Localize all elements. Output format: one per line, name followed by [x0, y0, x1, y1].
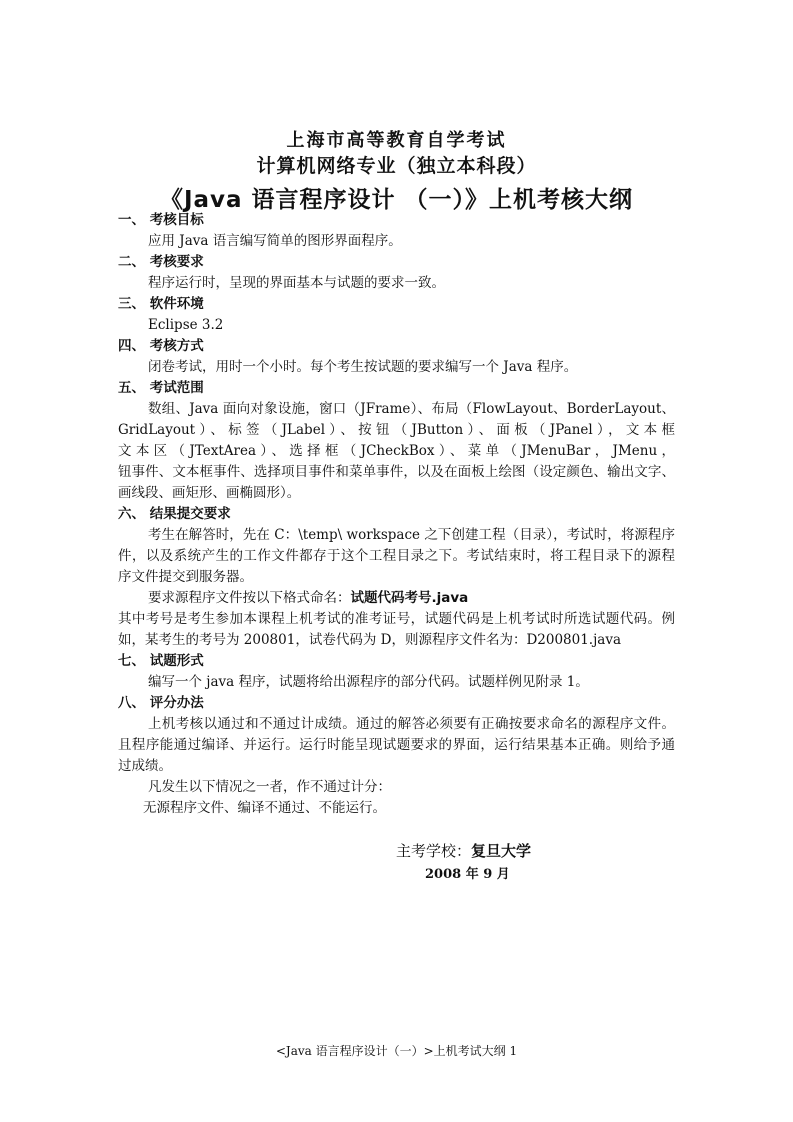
text-line	[118, 630, 675, 651]
text-line	[118, 546, 675, 567]
emphasized-text: 试题代码考号.java	[350, 590, 469, 606]
line-text: 无源程序文件、编译不通过、不能运行。	[143, 800, 386, 816]
text-line	[118, 525, 675, 546]
text-line	[118, 483, 675, 504]
line-text: 程序运行时，呈现的界面基本与试题的要求一致。	[148, 275, 445, 291]
paragraph	[118, 357, 675, 378]
text-line	[118, 714, 675, 735]
school-name: 复旦大学	[471, 842, 532, 860]
section-heading: 二、 考核要求	[118, 254, 204, 270]
section-heading: 六、 结果提交要求	[118, 506, 231, 522]
section-heading: 一、 考核目标	[118, 212, 204, 228]
text-line	[118, 357, 675, 378]
line-text: 文本区（JTextArea）、选择框（JCheckBox）、菜单（JMenuBar，JMenu，	[118, 443, 675, 459]
signature-label: 主考学校：	[396, 842, 472, 860]
line-text: 应用 Java 语言编写简单的图形界面程序。	[148, 233, 402, 249]
text-line	[118, 672, 675, 693]
section-heading: 七、 试题形式	[118, 653, 204, 669]
date: 2008 年 9 月	[425, 867, 510, 882]
title-major: 计算机网络专业（独立本科段）	[256, 155, 537, 177]
text-line	[118, 315, 675, 336]
text-line	[118, 273, 675, 294]
line-text: 件，以及系统产生的工作文件都存于这个工程目录之下。考试结束时，将工程目录下的源程	[118, 548, 675, 564]
section-heading: 八、 评分办法	[118, 695, 204, 711]
text-line	[118, 441, 675, 462]
paragraph	[118, 672, 675, 693]
line-text: 画线段、画矩形、画椭圆形）。	[118, 485, 301, 501]
paragraph	[118, 777, 675, 798]
line-text: 考生在解答时，先在 C：\temp\ workspace 之下创建工程（目录），考试时，将源程序	[148, 527, 675, 543]
text-line	[118, 399, 675, 420]
line-text: Eclipse 3.2	[148, 317, 224, 333]
paragraph	[118, 315, 675, 336]
line-text: 闭卷考试，用时一个小时。每个考生按试题的要求编写一个 Java 程序。	[148, 359, 578, 375]
signature	[396, 840, 531, 861]
line-text: 钮事件、文本框事件、选择项目事件和菜单事件，以及在面板上绘图（设定颜色、输出文字、	[118, 464, 675, 480]
section-heading: 三、 软件环境	[118, 296, 204, 312]
line-text: 且程序能通过编译、并运行。运行时能呈现试题要求的界面，运行结果基本正确。则给予通	[118, 737, 675, 753]
paragraph	[118, 273, 675, 294]
paragraph	[118, 714, 675, 777]
paragraph	[118, 231, 675, 252]
text-line	[118, 798, 675, 819]
paragraph	[118, 588, 675, 609]
line-text: 编写一个 java 程序，试题将给出源程序的部分代码。试题样例见附录 1。	[148, 674, 589, 690]
text-line	[118, 588, 675, 609]
title-course-outline: 《Java 语言程序设计 （一）》上机考核大纲	[159, 187, 634, 213]
text-line	[118, 462, 675, 483]
paragraph	[118, 798, 675, 819]
paragraph	[118, 399, 675, 504]
paragraph	[118, 609, 675, 651]
line-text: 上机考核以通过和不通过计成绩。通过的解答必须要有正确按要求命名的源程序文件。	[148, 716, 675, 732]
line-text: 过成绩。	[118, 758, 172, 774]
section-heading: 五、 考试范围	[118, 380, 204, 396]
line-text: 序文件提交到服务器。	[118, 569, 253, 585]
line-text: 如，某考生的考号为 200801，试卷代码为 D，则源程序文件名为：D200801.java	[118, 632, 621, 648]
text-line	[118, 756, 675, 777]
line-text: 凡发生以下情况之一者，作不通过计分：	[148, 779, 391, 795]
text-line	[118, 735, 675, 756]
text-line	[118, 420, 675, 441]
page-footer: <Java 语言程序设计（一）>上机考试大纲 1	[275, 1044, 518, 1058]
outline-body	[118, 210, 675, 819]
text-line	[118, 777, 675, 798]
text-line	[118, 231, 675, 252]
section-heading: 四、 考核方式	[118, 338, 204, 354]
paragraph	[118, 525, 675, 588]
line-text: 数组、Java 面向对象设施，窗口（JFrame）、布局（FlowLayout、BorderLayout、	[148, 401, 675, 417]
text-line	[118, 567, 675, 588]
line-text: 要求源程序文件按以下格式命名：	[148, 590, 351, 606]
line-text: GridLayout）、标签（JLabel）、按钮（JButton）、面板（JPanel），文本框	[118, 422, 675, 438]
title-exam-authority: 上海市高等教育自学考试	[286, 130, 507, 151]
text-line	[118, 609, 675, 630]
line-text: 其中考号是考生参加本课程上机考试的准考证号，试题代码是上机考试时所选试题代码。例	[118, 611, 675, 627]
